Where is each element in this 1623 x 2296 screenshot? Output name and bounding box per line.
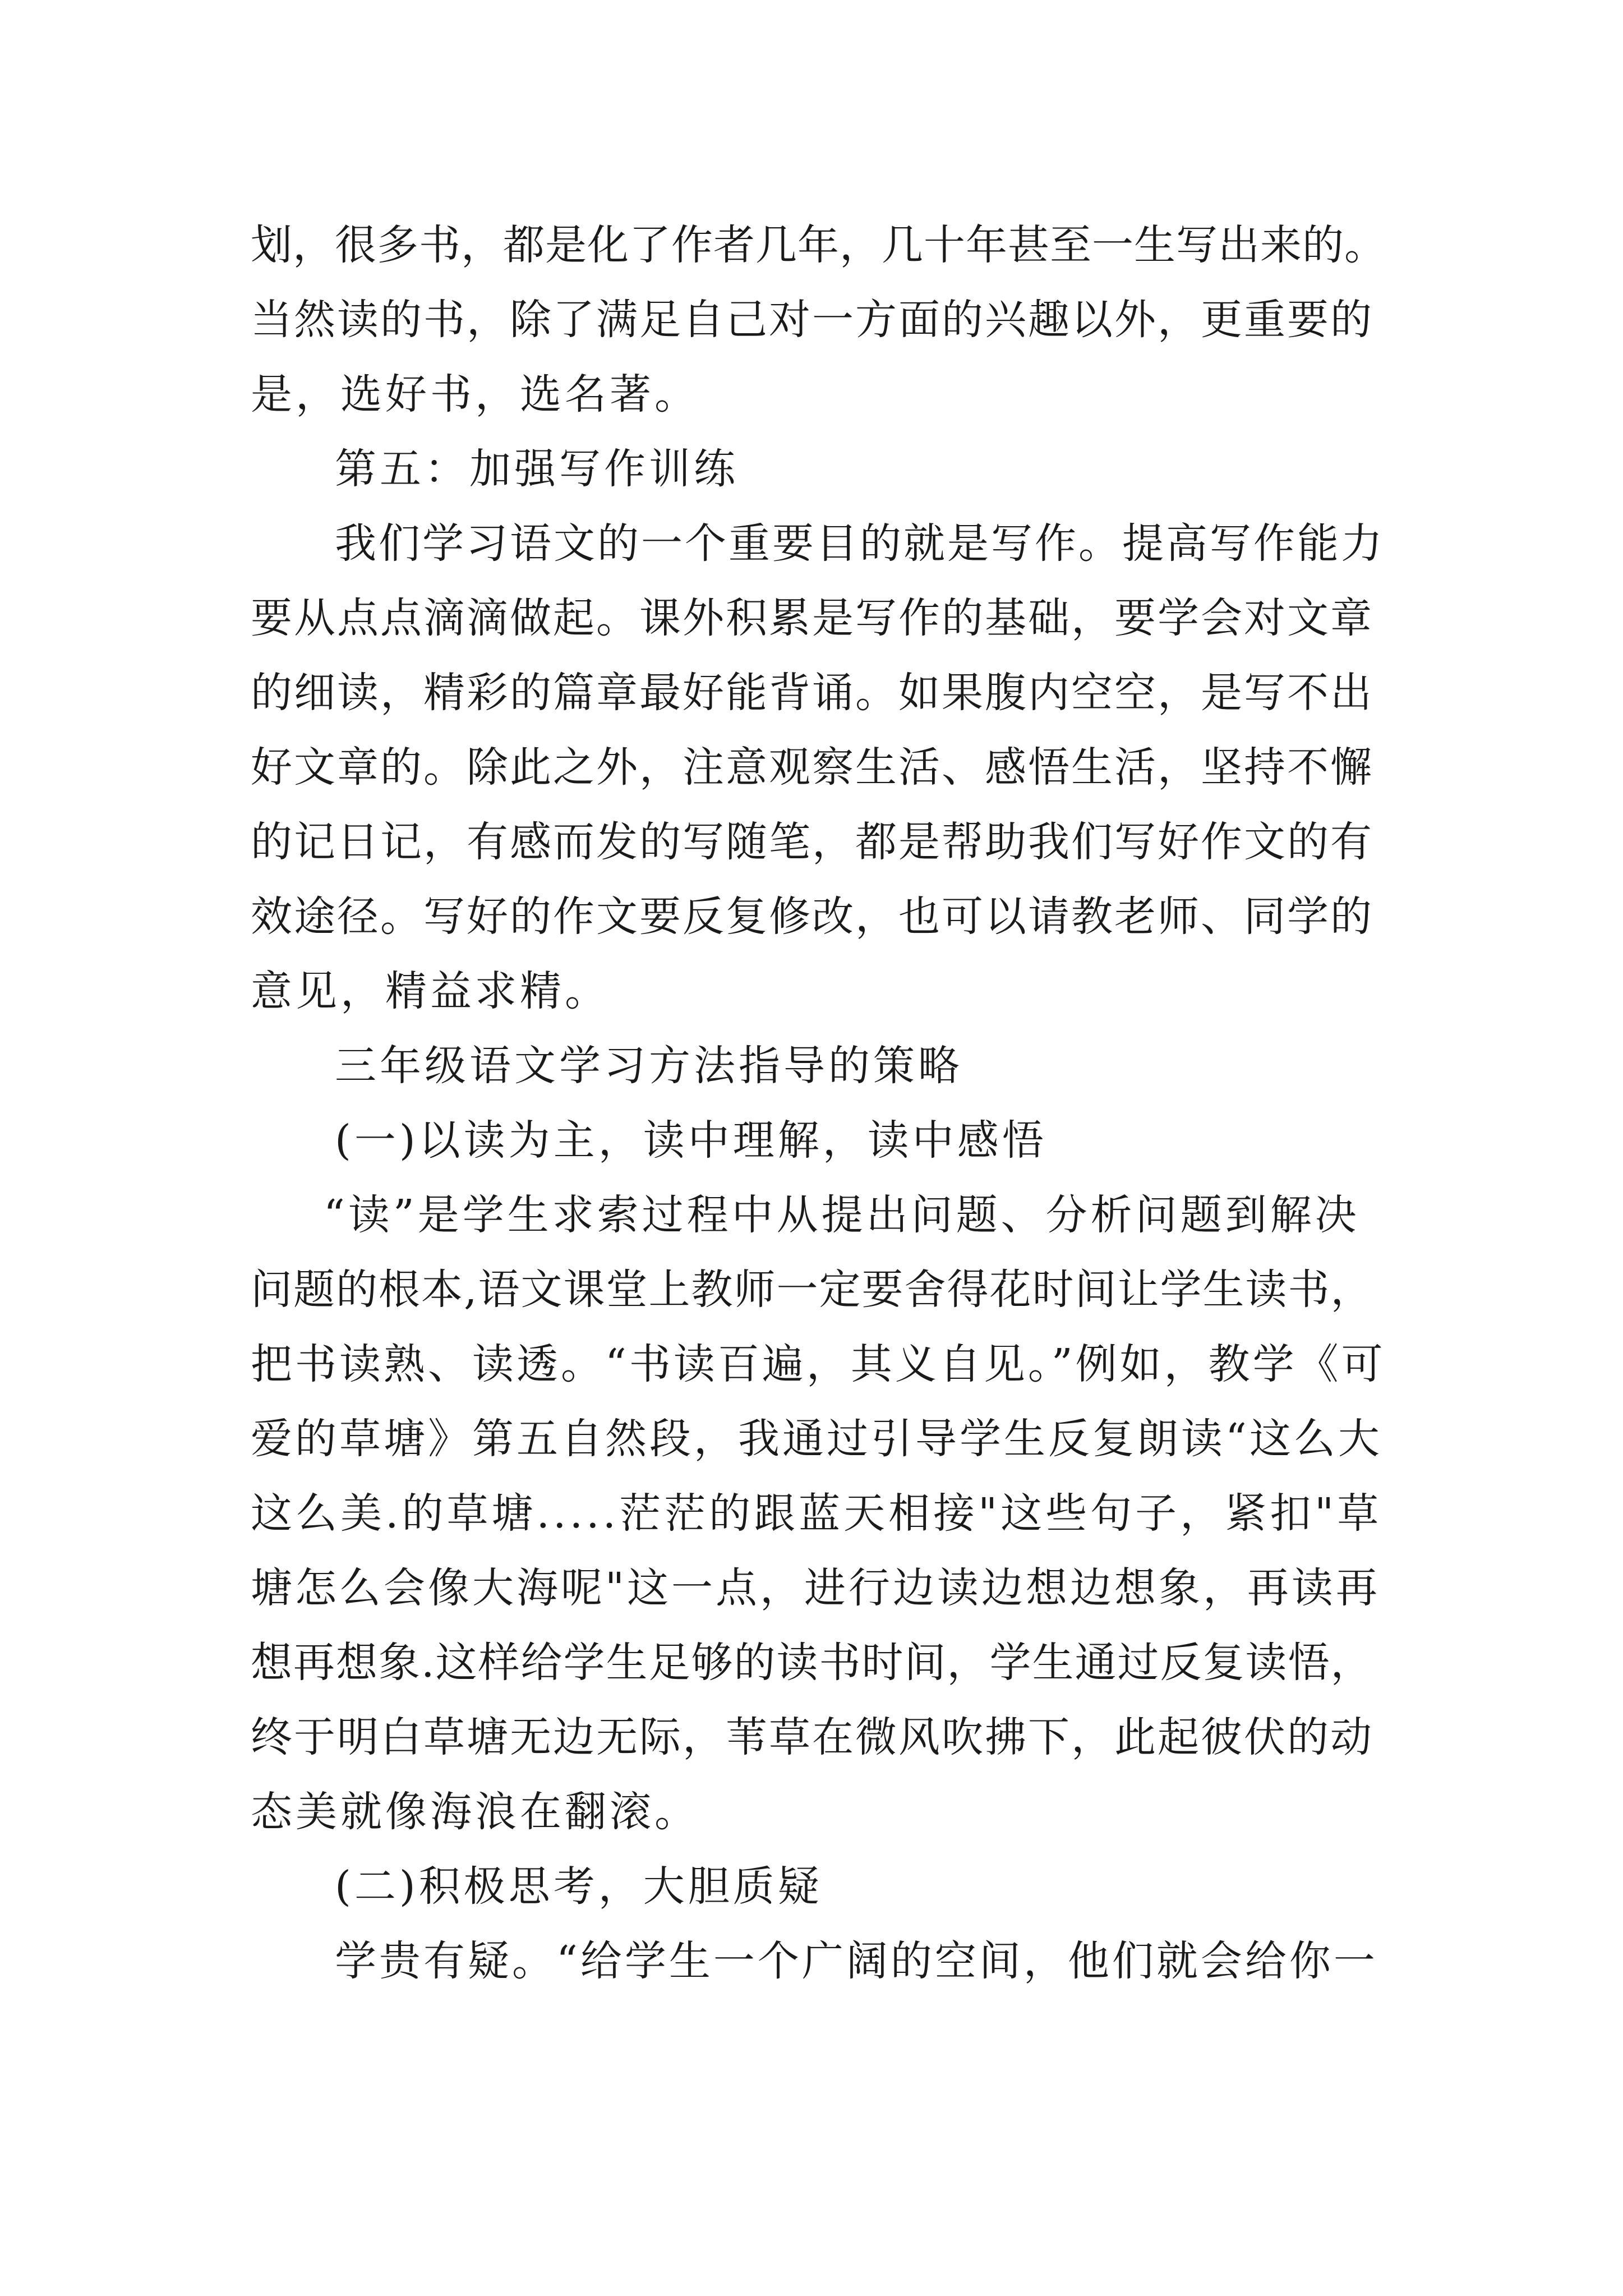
paragraph-line: 好文章的。除此之外，注意观察生活、感悟生活，坚持不懈 (251, 743, 1373, 792)
paragraph-line: 学贵有疑。“给学生一个广阔的空间，他们就会给你一 (335, 1937, 1378, 1985)
paragraph-line: 爱的草塘》第五自然段，我通过引导学生反复朗读“这么大 (251, 1415, 1382, 1463)
paragraph-line: 把书读熟、读透。“书读百遍，其义自见。”例如，教学《可 (251, 1340, 1386, 1388)
paragraph-line: “读”是学生求索过程中从提出问题、分析问题到解决 (324, 1191, 1360, 1239)
section-heading: (一)以读为主，读中理解，读中感悟 (335, 1116, 1047, 1165)
paragraph-line: 效途径。写好的作文要反复修改，也可以请教老师、同学的 (251, 892, 1373, 941)
paragraph-line: 态美就像海浪在翻滚。 (251, 1788, 699, 1836)
section-heading: 三年级语文学习方法指导的策略 (335, 1042, 963, 1090)
paragraph-line: 的细读，精彩的篇章最好能背诵。如果腹内空空，是写不出 (251, 669, 1373, 717)
paragraph-line: 的记日记，有感而发的写随笔，都是帮助我们写好作文的有 (251, 818, 1373, 866)
section-heading: 第五：加强写作训练 (335, 445, 739, 493)
paragraph-line: 要从点点滴滴做起。课外积累是写作的基础，要学会对文章 (251, 594, 1373, 642)
paragraph-line: 塘怎么会像大海呢"这一点，进行边读边想边想象，再读再 (251, 1564, 1381, 1612)
paragraph-line: 我们学习语文的一个重要目的就是写作。提高写作能力 (335, 519, 1385, 568)
paragraph-line: 是，选好书，选名著。 (251, 370, 699, 418)
paragraph-line: 终于明白草塘无边无际，苇草在微风吹拂下，此起彼伏的动 (251, 1713, 1373, 1761)
paragraph-line: 当然读的书，除了满足自己对一方面的兴趣以外，更重要的 (251, 296, 1373, 344)
paragraph-line: 想再想象.这样给学生足够的读书时间，学生通过反复读悟， (251, 1639, 1373, 1687)
paragraph-line: 问题的根本,语文课堂上教师一定要舍得花时间让学生读书， (251, 1266, 1373, 1314)
paragraph-line: 这么美.的草塘.....茫茫的跟蓝天相接"这些句子，紧扣"草 (251, 1489, 1382, 1538)
paragraph-line: 划，很多书，都是化了作者几年，几十年甚至一生写出来的。 (251, 221, 1386, 269)
section-heading: (二)积极思考，大胆质疑 (335, 1862, 823, 1911)
paragraph-line: 意见，精益求精。 (251, 967, 610, 1015)
